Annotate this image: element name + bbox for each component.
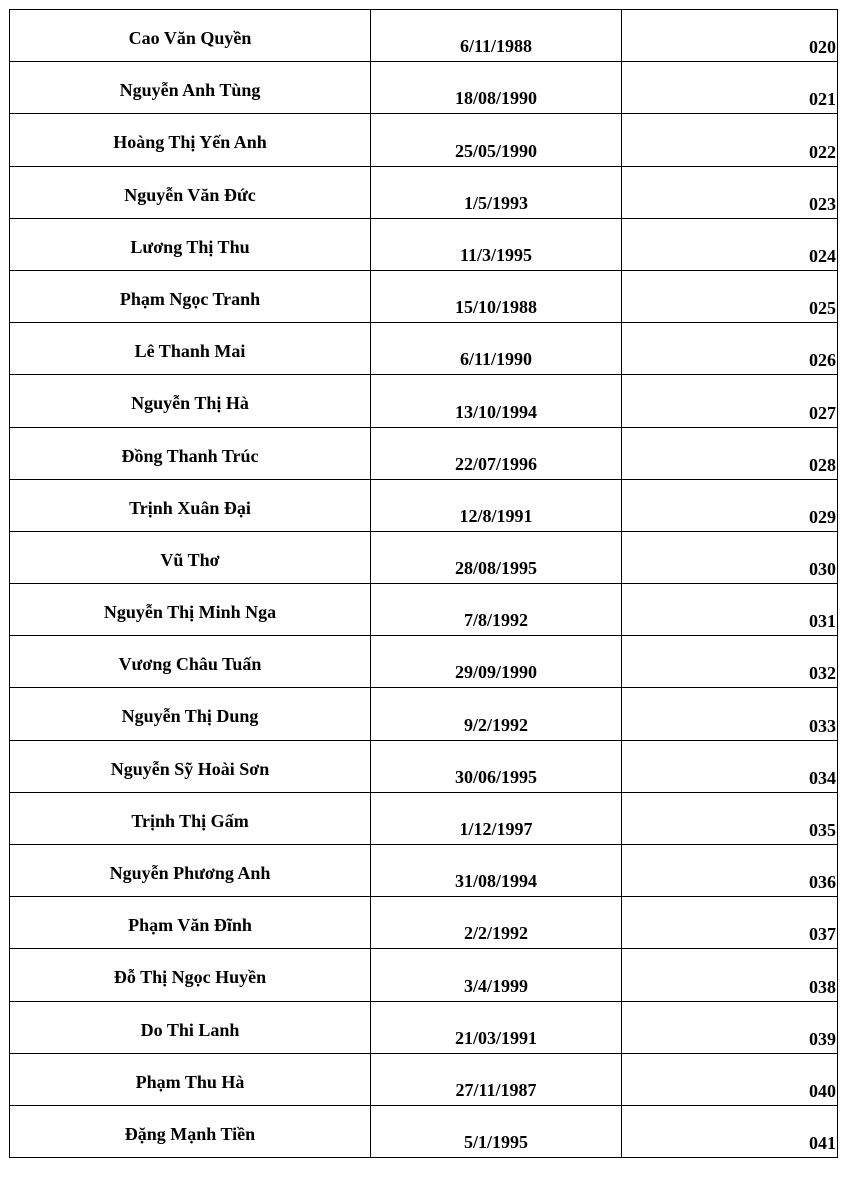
code-cell: 040 — [622, 1053, 838, 1105]
name-cell: Vũ Thơ — [10, 531, 371, 583]
date-of-birth-cell: 31/08/1994 — [371, 845, 622, 897]
date-of-birth-cell: 22/07/1996 — [371, 427, 622, 479]
table-row — [10, 636, 838, 688]
name-cell: Nguyễn Sỹ Hoài Sơn — [10, 740, 371, 792]
table-row — [10, 531, 838, 583]
date-of-birth-cell: 29/09/1990 — [371, 636, 622, 688]
date-of-birth-cell: 21/03/1991 — [371, 1001, 622, 1053]
table-row — [10, 1001, 838, 1053]
table-row — [10, 740, 838, 792]
code-cell: 038 — [622, 949, 838, 1001]
name-cell: Nguyễn Văn Đức — [10, 166, 371, 218]
table-row — [10, 10, 838, 62]
date-of-birth-cell: 12/8/1991 — [371, 479, 622, 531]
name-cell: Nguyễn Phương Anh — [10, 845, 371, 897]
code-cell: 023 — [622, 166, 838, 218]
table-row — [10, 62, 838, 114]
table-row — [10, 1053, 838, 1105]
code-cell: 028 — [622, 427, 838, 479]
table-row — [10, 479, 838, 531]
name-cell: Trịnh Thị Gấm — [10, 792, 371, 844]
date-of-birth-cell: 28/08/1995 — [371, 531, 622, 583]
name-cell: Nguyễn Thị Hà — [10, 375, 371, 427]
code-cell: 030 — [622, 531, 838, 583]
name-cell: Phạm Thu Hà — [10, 1053, 371, 1105]
table-row — [10, 949, 838, 1001]
code-cell: 020 — [622, 10, 838, 62]
date-of-birth-cell: 6/11/1988 — [371, 10, 622, 62]
date-of-birth-cell: 1/12/1997 — [371, 792, 622, 844]
table-row — [10, 375, 838, 427]
table-row — [10, 270, 838, 322]
date-of-birth-cell: 27/11/1987 — [371, 1053, 622, 1105]
table-row — [10, 845, 838, 897]
name-cell: Nguyễn Thị Minh Nga — [10, 584, 371, 636]
code-cell: 022 — [622, 114, 838, 166]
code-cell: 032 — [622, 636, 838, 688]
table-row — [10, 1105, 838, 1157]
code-cell: 025 — [622, 270, 838, 322]
table-row — [10, 218, 838, 270]
date-of-birth-cell: 3/4/1999 — [371, 949, 622, 1001]
date-of-birth-cell: 13/10/1994 — [371, 375, 622, 427]
name-cell: Nguyễn Thị Dung — [10, 688, 371, 740]
name-cell: Phạm Ngọc Tranh — [10, 270, 371, 322]
table-row — [10, 792, 838, 844]
table-row — [10, 897, 838, 949]
code-cell: 029 — [622, 479, 838, 531]
table-row — [10, 166, 838, 218]
roster-table-body — [10, 10, 838, 1158]
code-cell: 021 — [622, 62, 838, 114]
code-cell: 027 — [622, 375, 838, 427]
roster-table — [9, 9, 838, 1158]
date-of-birth-cell: 7/8/1992 — [371, 584, 622, 636]
name-cell: Đặng Mạnh Tiền — [10, 1105, 371, 1157]
date-of-birth-cell: 15/10/1988 — [371, 270, 622, 322]
table-row — [10, 114, 838, 166]
table-row — [10, 688, 838, 740]
date-of-birth-cell: 30/06/1995 — [371, 740, 622, 792]
table-row — [10, 427, 838, 479]
code-cell: 037 — [622, 897, 838, 949]
date-of-birth-cell: 2/2/1992 — [371, 897, 622, 949]
date-of-birth-cell: 25/05/1990 — [371, 114, 622, 166]
name-cell: Hoàng Thị Yến Anh — [10, 114, 371, 166]
code-cell: 024 — [622, 218, 838, 270]
code-cell: 031 — [622, 584, 838, 636]
name-cell: Đồng Thanh Trúc — [10, 427, 371, 479]
date-of-birth-cell: 1/5/1993 — [371, 166, 622, 218]
code-cell: 033 — [622, 688, 838, 740]
name-cell: Phạm Văn Đĩnh — [10, 897, 371, 949]
name-cell: Do Thi Lanh — [10, 1001, 371, 1053]
code-cell: 041 — [622, 1105, 838, 1157]
name-cell: Vương Châu Tuấn — [10, 636, 371, 688]
code-cell: 035 — [622, 792, 838, 844]
name-cell: Đỗ Thị Ngọc Huyền — [10, 949, 371, 1001]
code-cell: 036 — [622, 845, 838, 897]
name-cell: Lương Thị Thu — [10, 218, 371, 270]
table-row — [10, 584, 838, 636]
name-cell: Lê Thanh Mai — [10, 323, 371, 375]
name-cell: Cao Văn Quyền — [10, 10, 371, 62]
date-of-birth-cell: 18/08/1990 — [371, 62, 622, 114]
date-of-birth-cell: 11/3/1995 — [371, 218, 622, 270]
table-row — [10, 323, 838, 375]
code-cell: 039 — [622, 1001, 838, 1053]
name-cell: Trịnh Xuân Đại — [10, 479, 371, 531]
code-cell: 034 — [622, 740, 838, 792]
date-of-birth-cell: 5/1/1995 — [371, 1105, 622, 1157]
date-of-birth-cell: 6/11/1990 — [371, 323, 622, 375]
document-page — [9, 9, 837, 1189]
code-cell: 026 — [622, 323, 838, 375]
name-cell: Nguyễn Anh Tùng — [10, 62, 371, 114]
date-of-birth-cell: 9/2/1992 — [371, 688, 622, 740]
